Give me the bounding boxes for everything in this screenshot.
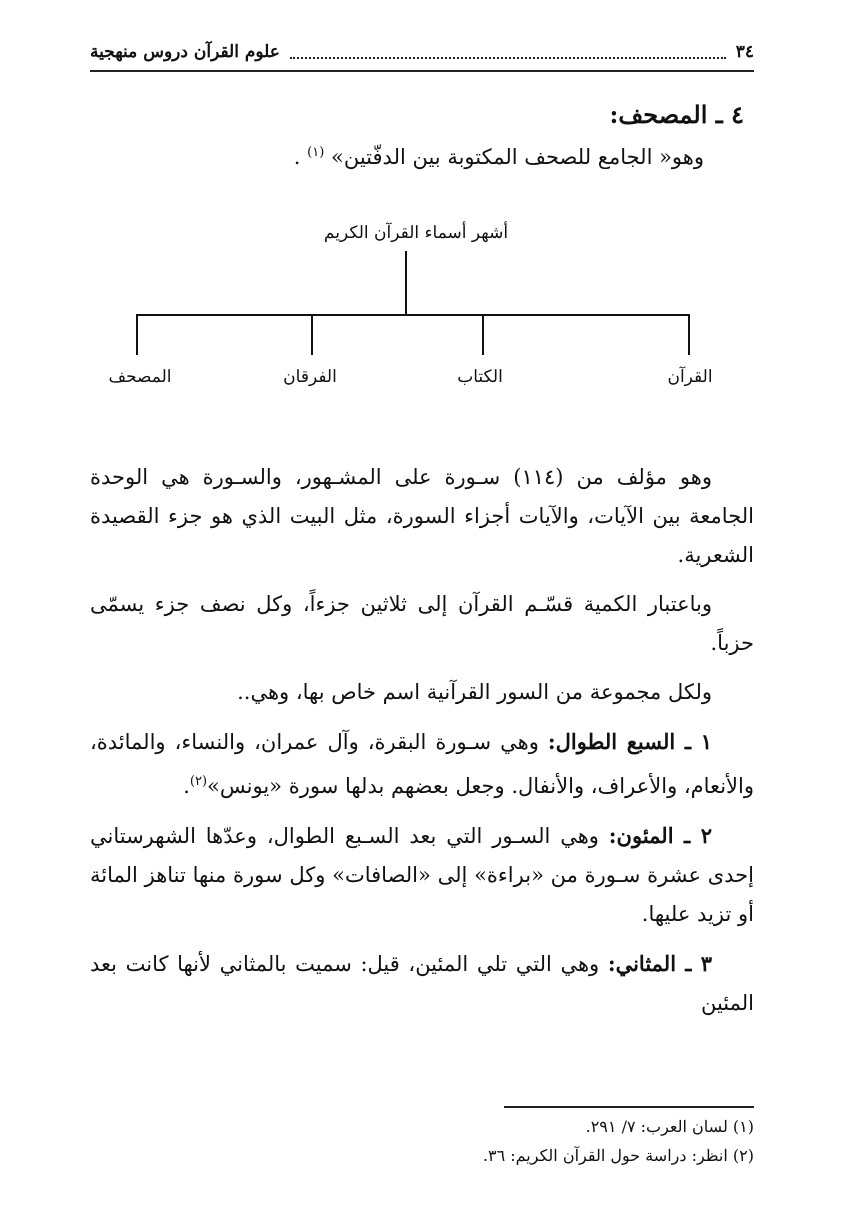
footnote-1: (١) لسان العرب: ٧/ ٢٩١. xyxy=(585,1117,754,1136)
definition-line xyxy=(294,145,704,169)
header-rule xyxy=(90,70,754,72)
paragraph-count: وهو مؤلف من (١١٤) سـورة على المشـهور، والسـورة هي الوحدة الجامعة بين الآيات، والآيات أجزاء السورة، مثل البيت الذي هو جزء القصيدة الشعرية. xyxy=(90,465,754,567)
running-title: علوم القرآن دروس منهجية xyxy=(90,42,280,62)
list-item-mathani xyxy=(90,944,754,1023)
body-text xyxy=(90,458,754,1033)
item-text: وهي سـورة البقرة، وآل عمران، والنساء، والمائدة، والأنعام، والأعراف، والأنفال. وجعل بعضهم بدلها سورة «يونس» xyxy=(90,730,754,798)
names-tree-diagram xyxy=(0,215,844,405)
tree-node-kitab: الكتاب xyxy=(457,367,503,387)
paragraph-division: وباعتبار الكمية قسّـم القرآن إلى ثلاثين جزءاً، وكل نصف جزء يسمّى حزباً. xyxy=(90,592,754,655)
footnote-ref-1: (١) xyxy=(307,145,325,160)
tree-node-quran: القرآن xyxy=(667,367,713,387)
item-label: ٣ ـ المثاني: xyxy=(607,951,712,976)
section-heading: ٤ ـ المصحف: xyxy=(609,100,744,129)
running-header xyxy=(90,38,754,66)
footnotes xyxy=(483,1112,754,1170)
definition-end: . xyxy=(293,145,301,169)
paragraph-groups: ولكل مجموعة من السور القرآنية اسم خاص بها، وهي.. xyxy=(237,680,712,704)
footnote-ref-2: (٢) xyxy=(189,774,208,789)
footnote-rule xyxy=(504,1106,754,1108)
list-item-sab-tiwal xyxy=(90,722,754,806)
item-label: ٢ ـ المئون: xyxy=(608,823,712,848)
item-label: ١ ـ السبع الطوال: xyxy=(547,729,713,754)
tree-root-label: أشهر أسماء القرآن الكريم xyxy=(323,223,509,243)
tree-node-mushaf: المصحف xyxy=(108,367,172,387)
footnote-2: (٢) انظر: دراسة حول القرآن الكريم: ٣٦. xyxy=(482,1146,754,1165)
tree-node-furqan: الفرقان xyxy=(283,367,337,387)
item-text: وهي التي تلي المئين، قيل: سميت بالمثاني لأنها كانت بعد المئين xyxy=(90,952,754,1015)
leader-dots xyxy=(290,45,726,59)
list-item-miun xyxy=(90,816,754,934)
item-end: . xyxy=(183,774,190,798)
page-number: ٣٤ xyxy=(735,42,754,62)
item-text: وهي السـور التي بعد السـبع الطوال، وعدّها الشهرستاني إحدى عشرة سـورة من «براءة» إلى «الصافات» وكل سورة منها تناهز المائة أو تزيد عليها. xyxy=(90,824,754,926)
definition-text: وهو« الجامع للصحف المكتوبة بين الدفّتين» xyxy=(331,145,704,169)
